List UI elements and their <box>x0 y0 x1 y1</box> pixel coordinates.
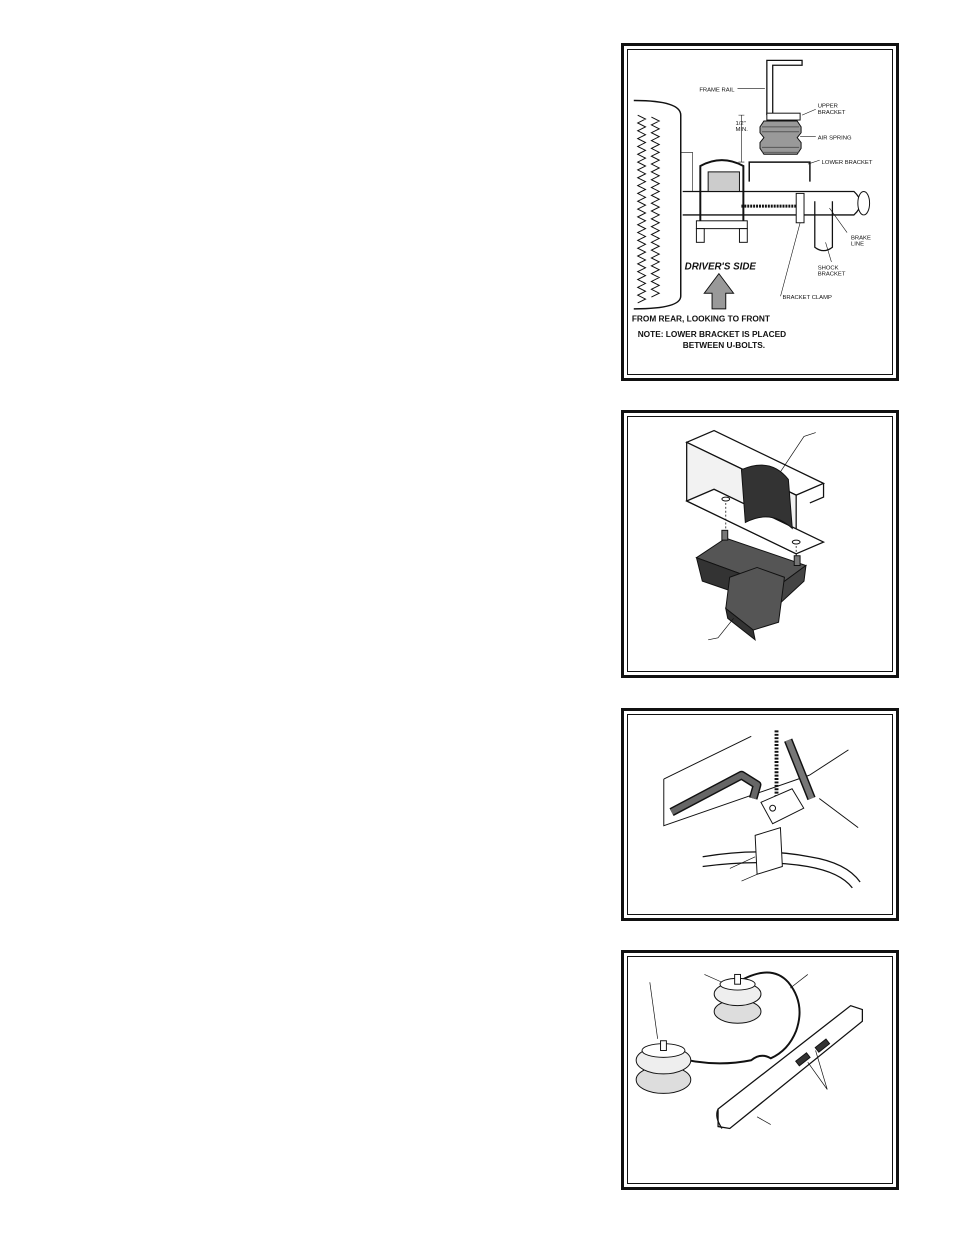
label-min: MIN. <box>735 126 748 133</box>
bolt-hole <box>722 497 730 501</box>
axle-end <box>858 191 870 214</box>
bolt-hole <box>792 540 800 544</box>
label-upper-bracket: BRACKET <box>817 110 846 117</box>
label-drivers-side: DRIVER'S SIDE <box>684 261 756 273</box>
figure-brake-line-routing <box>621 708 899 921</box>
label-min: 1/2" <box>735 120 746 127</box>
label-bracket-clamp: BRACKET CLAMP <box>782 295 832 302</box>
u-bolt-nut <box>696 229 704 243</box>
lower-bracket <box>749 162 810 182</box>
leader-line <box>826 242 832 262</box>
figure-bracket-and-bumper <box>621 410 899 678</box>
label-shock-bracket: SHOCK <box>817 265 839 272</box>
label-shock-bracket: BRACKET <box>817 271 846 278</box>
label-lower-bracket: LOWER BRACKET <box>821 160 873 167</box>
leader-line <box>757 1117 771 1125</box>
u-bolt-nut <box>739 229 747 243</box>
bumper-bar <box>718 1006 862 1129</box>
leader-line <box>681 152 693 191</box>
u-bolt-plate <box>696 221 747 229</box>
label-view: FROM REAR, LOOKING TO FRONT <box>631 313 770 324</box>
bracket-clamp <box>796 193 804 222</box>
label-brake-line: LINE <box>850 241 865 248</box>
air-spring <box>760 121 801 154</box>
figure-driver-side-install <box>621 43 899 381</box>
label-upper-bracket: UPPER <box>817 103 838 110</box>
brake-line-diagram <box>624 711 896 918</box>
frame-member <box>819 798 858 827</box>
air-spring-front <box>636 1041 691 1094</box>
leader-line <box>781 223 801 296</box>
note-line-1: NOTE: LOWER BRACKET IS PLACED <box>637 329 787 340</box>
leader-line <box>802 109 816 115</box>
frame-member <box>810 750 849 775</box>
leader-line <box>650 982 658 1039</box>
label-frame-rail: FRAME RAIL <box>699 87 735 94</box>
note-line-2: BETWEEN U-BOLTS. <box>682 340 766 350</box>
leader-line <box>708 618 733 640</box>
air-line-diagram <box>624 953 896 1187</box>
bumper-stud <box>722 530 728 540</box>
leader-line <box>790 974 808 988</box>
label-air-spring: AIR SPRING <box>817 135 852 142</box>
bracket-diagram <box>624 413 896 675</box>
install-diagram <box>624 46 896 378</box>
leader-line <box>704 974 722 982</box>
frame-rail <box>767 60 802 115</box>
label-brake-line: BRAKE <box>850 235 871 242</box>
bumper-stud <box>794 556 800 566</box>
upper-bracket <box>767 113 800 120</box>
leader-line <box>730 857 757 881</box>
axle <box>683 191 861 214</box>
clamp-bolt <box>770 805 776 811</box>
axle-clamp <box>755 828 782 875</box>
figure-air-line-routing <box>621 950 899 1190</box>
direction-arrow-icon <box>704 274 733 309</box>
leaf-spring <box>708 172 739 192</box>
clamp-block <box>761 789 804 824</box>
